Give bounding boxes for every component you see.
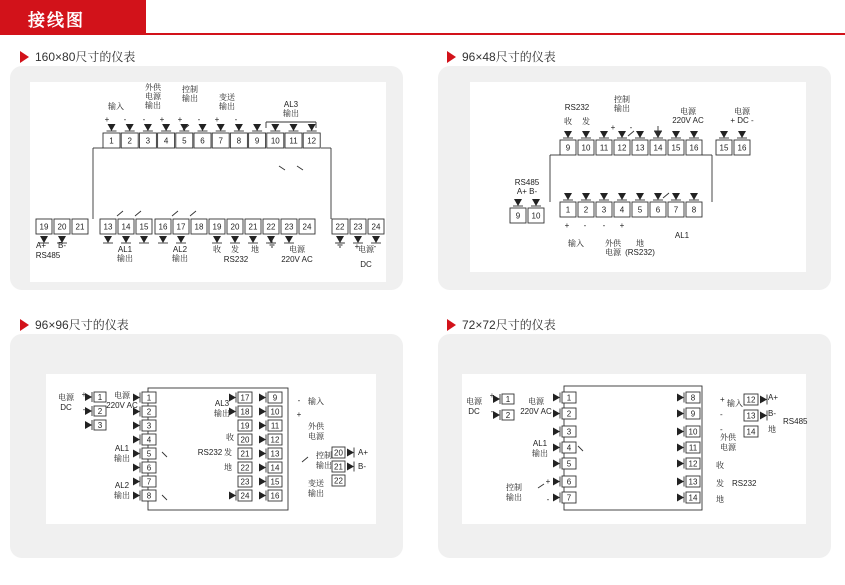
terminal-number: 4: [566, 443, 572, 453]
label-receive: 收: [226, 433, 234, 442]
terminal-number: 1: [565, 205, 571, 215]
header-tab: [0, 0, 146, 34]
label-al1: AL1: [117, 245, 133, 254]
terminal-number: 22: [334, 476, 343, 486]
minus-sign: -: [720, 425, 723, 434]
label-al2: 输出: [172, 254, 188, 263]
minus-sign: -: [602, 221, 606, 230]
label-a-plus: A+: [768, 393, 779, 402]
terminal-number: 3: [601, 205, 607, 215]
label-rs485: RS485: [514, 178, 540, 187]
page-title: 接线图: [28, 11, 85, 30]
label-al1: 输出: [117, 254, 133, 263]
wiring-panel-96x96: [10, 334, 403, 558]
terminal-number: 9: [515, 211, 521, 221]
label-ext-power: 电源: [308, 432, 324, 441]
terminal-number: 1: [566, 393, 572, 403]
terminal-number: 7: [218, 136, 223, 146]
wiring-panel-96x48: [438, 66, 831, 290]
minus-sign: -: [142, 115, 146, 124]
terminal-number: 2: [583, 205, 589, 215]
wiring-diagram-72x72: [438, 334, 831, 558]
label-ext-power: 输出: [145, 101, 161, 110]
panel-title-96x96: 96×96尺寸的仪表: [20, 316, 129, 333]
label-ground: 地: [251, 245, 259, 254]
terminal-number: 12: [270, 435, 280, 445]
label-rs232: RS232: [197, 448, 223, 457]
terminal-number: 15: [270, 477, 280, 487]
label-ext-power: 外供: [605, 239, 621, 248]
terminal-number: 20: [240, 435, 250, 445]
terminal-number: 20: [230, 222, 240, 232]
label-control-output: 控制: [506, 483, 522, 492]
terminal-number: 8: [691, 205, 697, 215]
label-power: 电源: [528, 397, 544, 406]
label-ext-power: 外供: [720, 433, 736, 442]
label-al2: 输出: [114, 491, 130, 500]
terminal-number: 10: [270, 407, 280, 417]
terminal-number: 15: [719, 143, 729, 153]
terminal-number: 6: [146, 463, 152, 473]
label-control-output: 控制: [614, 95, 630, 104]
label-220vac: 220V AC: [281, 255, 313, 264]
plus-sign: +: [159, 115, 165, 124]
terminal-number: 8: [690, 393, 696, 403]
terminal-number: 20: [334, 448, 343, 458]
terminal-number: 24: [302, 222, 312, 232]
terminal-number: 6: [655, 205, 661, 215]
label-a-plus: A+: [36, 241, 47, 250]
terminal-number: 24: [240, 491, 250, 501]
terminal-number: 9: [254, 136, 260, 146]
terminal-number: 19: [39, 222, 49, 232]
terminal-number: 20: [57, 222, 67, 232]
label-b-minus: B-: [768, 409, 776, 418]
label-control-output: 输出: [506, 493, 522, 502]
label-transmit-output: 变送: [308, 479, 324, 488]
terminal-number: 4: [163, 136, 169, 146]
terminal-number: 13: [270, 449, 280, 459]
terminal-number: 15: [671, 143, 681, 153]
terminal-number: 4: [619, 205, 625, 215]
terminal-number: 5: [637, 205, 643, 215]
terminal-number: 2: [146, 407, 152, 417]
label-input: 输入: [108, 102, 124, 111]
panel-title-160x80: 160×80尺寸的仪表: [20, 48, 135, 65]
label-rs485: RS485: [783, 417, 808, 426]
plus-sign: +: [564, 221, 570, 230]
terminal-number: 14: [746, 427, 756, 437]
label-send: 发: [716, 479, 724, 488]
terminal-number: 13: [103, 222, 113, 232]
label-send: 发: [224, 448, 232, 457]
terminal-number: 6: [566, 477, 572, 487]
label-send: 发: [231, 245, 239, 254]
plus-sign: +: [720, 395, 725, 404]
terminal-number: 3: [566, 427, 572, 437]
terminal-number: 5: [182, 136, 187, 146]
terminal-number: 10: [531, 211, 541, 221]
minus-sign: -: [123, 115, 127, 124]
terminal-number: 16: [270, 491, 280, 501]
label-al2: AL2: [172, 245, 188, 254]
terminal-number: 14: [121, 222, 131, 232]
plus-sign: +: [354, 242, 360, 251]
label-dc: DC: [468, 407, 480, 416]
terminal-number: 12: [746, 395, 756, 405]
terminal-number: 11: [688, 443, 698, 453]
terminal-number: 8: [236, 136, 242, 146]
diagram-area: [30, 82, 386, 282]
label-ground: 地: [768, 425, 776, 434]
minus-sign: -: [234, 115, 238, 124]
minus-sign: -: [297, 396, 301, 405]
terminal-number: 1: [97, 393, 103, 402]
label-dc-power: 电源: [734, 107, 750, 116]
terminal-number: 1: [505, 395, 511, 404]
plus-sign: +: [610, 123, 616, 132]
terminal-number: 10: [270, 136, 280, 146]
plus-sign: +: [104, 115, 110, 124]
terminal-number: 4: [146, 435, 152, 445]
terminal-number: 21: [248, 222, 258, 232]
terminal-number: 17: [240, 393, 250, 403]
terminal-number: 2: [127, 136, 132, 146]
label-a-plus: A+: [358, 448, 369, 457]
plus-sign: +: [619, 221, 625, 230]
terminal-number: 12: [688, 459, 698, 469]
label-al1: AL1: [532, 439, 548, 448]
label-control-output: 控制: [316, 451, 332, 460]
terminal-number: 11: [270, 421, 280, 431]
terminal-number: 11: [599, 143, 609, 153]
plus-sign: +: [214, 115, 220, 124]
label-al1: 输出: [532, 449, 548, 458]
label-input: 输入: [727, 399, 743, 408]
label-input: 输入: [308, 397, 324, 406]
label-control-output: 输出: [182, 94, 198, 103]
terminal-number: 8: [146, 491, 152, 501]
plus-sign: +: [177, 115, 183, 124]
label-transmit-output: 输出: [308, 489, 324, 498]
label-b-minus: B-: [358, 462, 366, 471]
label-al1: AL1: [674, 231, 690, 240]
label-dc: DC: [60, 403, 72, 412]
terminal-number: 21: [334, 462, 343, 472]
label-ground: 地: [224, 463, 232, 472]
minus-sign: -: [583, 221, 587, 230]
minus-sign: -: [197, 115, 201, 124]
panel-title-96x48: 96×48尺寸的仪表: [447, 48, 556, 65]
label-control-output: 输出: [614, 104, 630, 113]
plus-sign: +: [296, 410, 302, 419]
label-ext-power: 外供: [308, 422, 324, 431]
label-transmit-output: 输出: [219, 102, 235, 111]
minus-sign: -: [629, 123, 633, 132]
terminal-number: 7: [146, 477, 152, 487]
wiring-panel-160x80: [10, 66, 403, 290]
label-220vac: 220V AC: [106, 401, 138, 410]
label-receive: 收: [564, 117, 572, 126]
label-al3: 输出: [283, 109, 299, 118]
terminal-number: 12: [307, 136, 317, 146]
terminal-number: 23: [284, 222, 294, 232]
wiring-diagram-96x48: [438, 66, 831, 290]
label-ext-power: 外供: [145, 83, 161, 92]
label-dc: + DC -: [730, 116, 754, 125]
terminal-number: 7: [673, 205, 679, 215]
terminal-number: 10: [688, 427, 698, 437]
terminal-number: 23: [353, 222, 363, 232]
label-send: 发: [582, 117, 590, 126]
terminal-number: 3: [145, 136, 151, 146]
terminal-number: 9: [565, 143, 571, 153]
label-control-output: 输出: [316, 461, 332, 470]
label-rs232: RS232: [732, 479, 757, 488]
terminal-number: 12: [617, 143, 627, 153]
terminal-number: 18: [240, 407, 250, 417]
terminal-number: 10: [581, 143, 591, 153]
label-220vac: 220V AC: [520, 407, 552, 416]
minus-sign: -: [546, 495, 550, 504]
terminal-number: 13: [635, 143, 645, 153]
label-220vac: 220V AC: [672, 116, 704, 125]
terminal-number: 19: [212, 222, 222, 232]
terminal-number: 22: [335, 222, 345, 232]
terminal-number: 14: [653, 143, 663, 153]
label-al3: 输出: [214, 409, 230, 418]
label-input: 输入: [568, 239, 584, 248]
label-transmit-output: 变送: [219, 93, 235, 102]
label-rs232: RS232: [564, 103, 590, 112]
minus-sign: -: [720, 410, 723, 419]
terminal-number: 21: [75, 222, 85, 232]
label-rs485: RS485: [35, 251, 61, 260]
wiring-panel-72x72: [438, 334, 831, 558]
triangle-bullet-icon: [20, 319, 29, 331]
terminal-number: 5: [566, 459, 572, 469]
terminal-number: 21: [240, 449, 250, 459]
terminal-number: 23: [240, 477, 250, 487]
triangle-bullet-icon: [447, 51, 456, 63]
triangle-bullet-icon: [20, 51, 29, 63]
terminal-number: 9: [272, 393, 278, 403]
terminal-number: 18: [194, 222, 204, 232]
plus-sign: +: [489, 391, 495, 400]
terminal-number: 11: [289, 136, 298, 146]
plus-sign: +: [81, 390, 87, 399]
terminal-number: 22: [240, 463, 250, 473]
terminal-number: 16: [158, 222, 168, 232]
terminal-number: 16: [737, 143, 747, 153]
terminal-number: 14: [688, 493, 698, 503]
label-ext-power: 电源: [720, 443, 736, 452]
terminal-number: 6: [200, 136, 205, 146]
label-ground: 地: [716, 495, 724, 504]
panel-title-72x72: 72×72尺寸的仪表: [447, 316, 556, 333]
label-power: 电源: [289, 245, 305, 254]
label-rs232: RS232: [223, 255, 249, 264]
terminal-number: 5: [146, 449, 152, 459]
label-rs232: (RS232): [625, 248, 655, 257]
terminal-number: 19: [240, 421, 250, 431]
label-ext-power: 电源: [145, 92, 161, 101]
label-dc: DC: [360, 260, 372, 269]
label-ground: 地: [636, 239, 644, 248]
label-al3: AL3: [283, 100, 299, 109]
label-al2: AL2: [114, 481, 130, 490]
terminal-number: 22: [266, 222, 276, 232]
minus-sign: -: [373, 242, 377, 251]
label-receive: 收: [716, 461, 724, 470]
terminal-number: 3: [146, 421, 152, 431]
label-power: 电源: [680, 107, 696, 116]
label-a-b: A+ B-: [516, 187, 538, 196]
terminal-number: 13: [746, 411, 756, 421]
page-header: [0, 0, 845, 34]
label-dc-power: 电源: [58, 393, 74, 402]
label-al1: AL1: [114, 444, 130, 453]
label-ext-power: 电源: [605, 248, 621, 257]
terminal-number: 1: [109, 136, 114, 146]
header-divider: [0, 33, 845, 35]
terminal-number: 7: [566, 493, 572, 503]
terminal-number: 15: [139, 222, 149, 232]
label-power: 电源: [114, 391, 130, 400]
terminal-number: 17: [176, 222, 186, 232]
label-al3: AL3: [214, 399, 230, 408]
wiring-diagram-160x80: [10, 66, 403, 290]
terminal-number: 24: [371, 222, 381, 232]
terminal-number: 13: [688, 477, 698, 487]
plus-sign: +: [545, 477, 551, 486]
triangle-bullet-icon: [447, 319, 456, 331]
wiring-diagram-96x96: [10, 334, 403, 558]
terminal-number: 9: [690, 409, 696, 419]
terminal-number: 2: [566, 409, 572, 419]
label-dc-power: 电源: [358, 245, 374, 254]
terminal-number: 3: [97, 421, 103, 430]
minus-sign: -: [82, 405, 86, 414]
terminal-number: 1: [146, 393, 152, 403]
label-dc-power: 电源: [466, 397, 482, 406]
label-b-minus: B-: [58, 241, 66, 250]
terminal-number: 2: [97, 407, 103, 416]
terminal-number: 14: [270, 463, 280, 473]
minus-sign: -: [490, 407, 494, 416]
label-control-output: 控制: [182, 85, 198, 94]
label-receive: 收: [213, 245, 221, 254]
label-al1: 输出: [114, 454, 130, 463]
terminal-number: 2: [505, 411, 511, 420]
terminal-number: 16: [689, 143, 699, 153]
